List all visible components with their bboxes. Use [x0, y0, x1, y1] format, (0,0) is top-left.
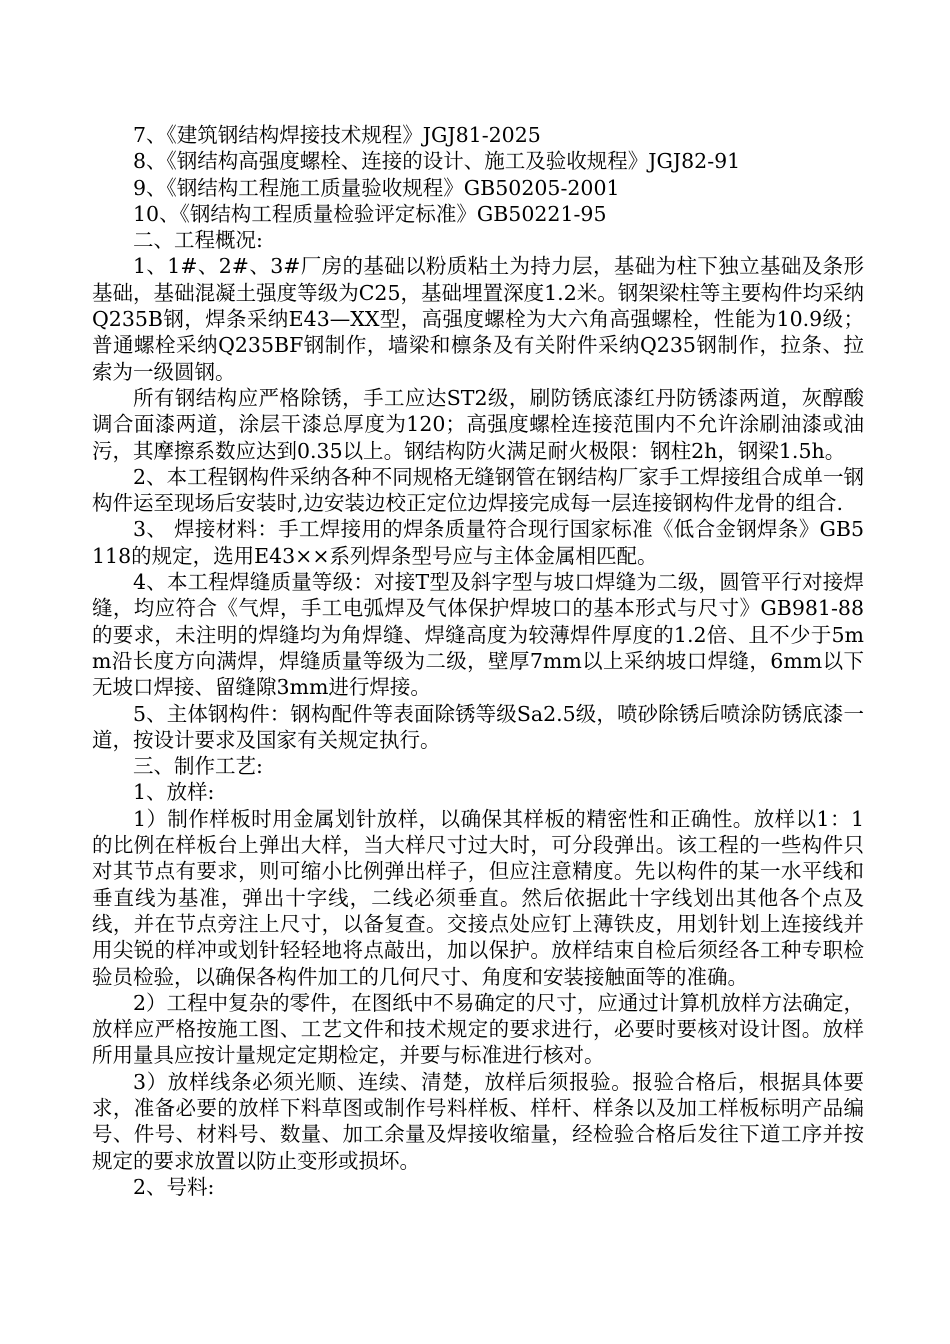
paragraph: 5、主体钢构件：钢构配件等表面除锈等级Sa2.5级，喷砂除锈后喷涂防锈底漆一道，按设计要求及国家有关规定执行。: [92, 701, 864, 752]
subsection-heading: 2、号料:: [133, 1174, 215, 1199]
section-heading: 三、制作工艺:: [133, 754, 263, 779]
document-body: [92, 122, 864, 1200]
paragraph: 1）制作样板时用金属划针放样，以确保其样板的精密性和正确性。放样以1：1的比例在样板台上弹出大样，当大样尺寸过大时，可分段弹出。该工程的一些构件只对其节点有要求，则可缩小比例弹出样子，但应注意精度。先以构件的某一水平线和垂直线为基准，弹出十字线，二线必须垂直。然后依据此十字线划出其他各个点及线，并在节点旁注上尺寸，以备复查。交接点处应钉上薄铁皮，用划针划上连接线并用尖锐的样冲或划针轻轻地将点敲出，加以保护。放样结束自检后须经各工种专职检验员检验，以确保各构件加工的几何尺寸、角度和安装接触面等的准确。: [92, 806, 864, 989]
paragraph: 所有钢结构应严格除锈，手工应达ST2级，刷防锈底漆红丹防锈漆两道，灰醇酸调合面漆两道，涂层干漆总厚度为120；高强度螺栓连接范围内不允许涂刷油漆或油污，其摩擦系数应达到0.35以上。钢结构防火满足耐火极限：钢柱2h，钢梁1.5h。: [92, 385, 864, 463]
reference-item: 9、《钢结构工程施工质量验收规程》GB50205-2001: [133, 175, 620, 200]
paragraph: 2、本工程钢构件采纳各种不同规格无缝钢管在钢结构厂家手工焊接组合成单一钢构件运至现场后安装时,边安装边校正定位边焊接完成每一层连接钢构件龙骨的组合.: [92, 464, 864, 516]
reference-item: 8、《钢结构高强度螺栓、连接的设计、施工及验收规程》JGJ82-91: [133, 149, 741, 174]
paragraph: 3、 焊接材料：手工焊接用的焊条质量符合现行国家标准《低合金钢焊条》GB5118的规定，选用E43××系列焊条型号应与主体金属相匹配。: [92, 517, 864, 568]
paragraph: 3）放样线条必须光顺、连续、清楚，放样后须报验。报验合格后，根据具体要求，准备必要的放样下料草图或制作号料样板、样杆、样条以及加工样板标明产品编号、件号、材料号、数量、加工余量及焊接收缩量，经检验合格后发往下道工序并按规定的要求放置以防止变形或损坏。: [92, 1069, 864, 1173]
paragraph: 4、本工程焊缝质量等级：对接T型及斜字型与坡口焊缝为二级，圆管平行对接焊缝，均应符合《气焊，手工电弧焊及气体保护焊坡口的基本形式与尺寸》GB981-88的要求，未注明的焊缝均为角焊缝、焊缝高度为较薄焊件厚度的1.2倍、且不少于5mm沿长度方向满焊，焊缝质量等级为二级，壁厚7mm以上采纳坡口焊缝，6mm以下无坡口焊接、留缝隙3mm进行焊接。: [92, 570, 864, 700]
subsection-heading: 1、放样:: [133, 780, 215, 805]
reference-item: 10、《钢结构工程质量检验评定标准》GB50221-95: [133, 201, 607, 226]
paragraph: 1、1#、2#、3#厂房的基础以粉质粘土为持力层，基础为柱下独立基础及条形基础，基础混凝土强度等级为C25，基础埋置深度1.2米。钢架梁柱等主要构件均采纳Q235B钢，焊条采纳E43—XX型，高强度螺栓为大六角高强螺栓，性能为10.9级；普通螺栓采纳Q235BF钢制作，墙梁和檩条及有关附件采纳Q235钢制作，拉条、拉索为一级圆钢。: [92, 254, 864, 384]
reference-item: 7、《建筑钢结构焊接技术规程》JGJ81-2025: [133, 123, 541, 147]
paragraph: 2）工程中复杂的零件，在图纸中不易确定的尺寸，应通过计算机放样方法确定，放样应严格按施工图、工艺文件和技术规定的要求进行，必要时要核对设计图。放样所用量具应按计量规定定期检定，并要与标准进行核对。: [92, 990, 864, 1068]
section-heading: 二、工程概况:: [133, 228, 263, 253]
